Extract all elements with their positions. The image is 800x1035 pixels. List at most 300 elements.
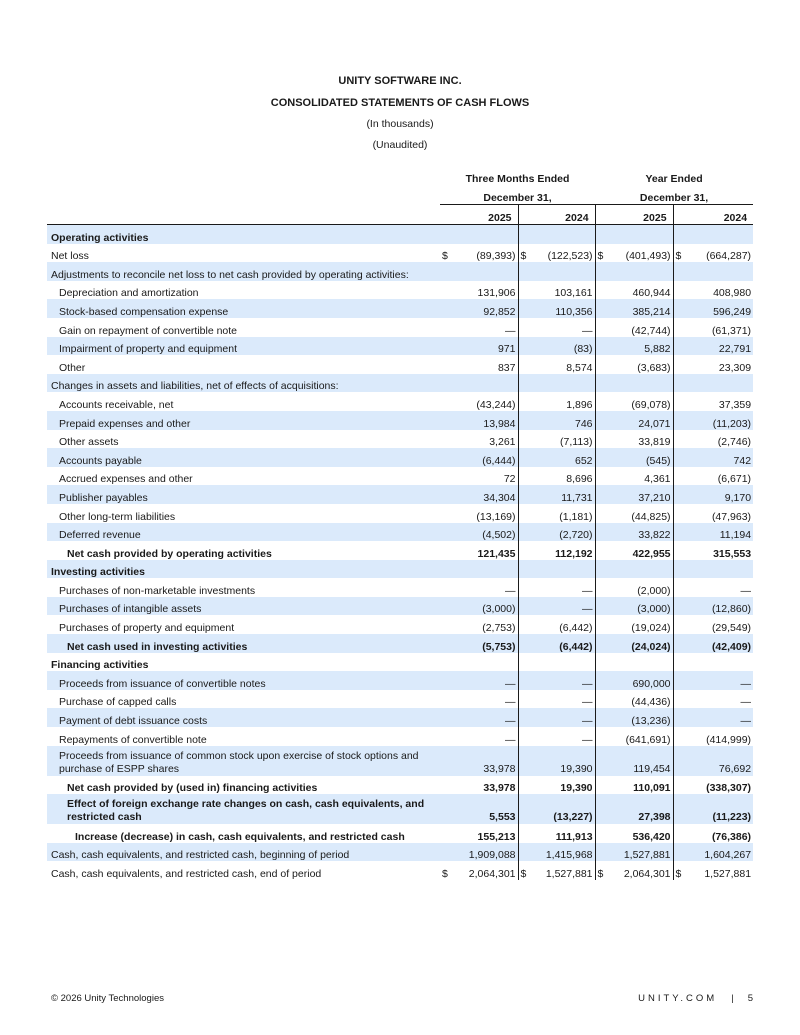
currency-symbol bbox=[595, 374, 605, 393]
currency-symbol bbox=[595, 578, 605, 597]
value-cell: 11,194 bbox=[683, 523, 753, 542]
currency-symbol bbox=[595, 634, 605, 653]
value-cell: (13,227) bbox=[528, 794, 595, 824]
row-label: Other long-term liabilities bbox=[59, 510, 176, 523]
value-cell: 408,980 bbox=[713, 287, 752, 300]
value-cell: 1,415,968 bbox=[528, 843, 595, 862]
value-cell bbox=[528, 560, 595, 579]
currency-symbol bbox=[673, 430, 683, 449]
value-cell: 119,454 bbox=[605, 746, 673, 776]
currency-symbol bbox=[595, 597, 605, 616]
currency-symbol bbox=[673, 374, 683, 393]
currency-symbol bbox=[440, 615, 450, 634]
value-cell: 1,896 bbox=[566, 398, 593, 411]
row-label: Other assets bbox=[59, 436, 119, 449]
table-row bbox=[47, 615, 753, 634]
row-label: Effect of foreign exchange rate changes on cash, cash equivalents, and restricted cash bbox=[47, 794, 440, 824]
value-cell: (6,671) bbox=[717, 473, 752, 486]
table-row bbox=[47, 504, 753, 523]
currency-symbol bbox=[518, 411, 528, 430]
value-cell: 155,213 bbox=[477, 830, 516, 843]
currency-symbol bbox=[595, 318, 605, 337]
value-cell: 110,356 bbox=[528, 299, 595, 318]
currency-symbol bbox=[440, 281, 450, 300]
row-label: Accrued expenses and other bbox=[59, 473, 193, 486]
row-label: Net cash provided by operating activities bbox=[67, 547, 272, 560]
value-cell: 5,553 bbox=[450, 794, 518, 824]
value-cell: 19,390 bbox=[560, 782, 593, 795]
currency-symbol bbox=[673, 746, 683, 776]
value-cell: (42,744) bbox=[631, 324, 671, 337]
currency-symbol bbox=[673, 843, 683, 862]
currency-symbol bbox=[518, 794, 528, 824]
table-row bbox=[47, 467, 753, 486]
table-row bbox=[47, 597, 753, 616]
currency-symbol bbox=[440, 392, 450, 411]
row-label: Gain on repayment of convertible note bbox=[59, 324, 238, 337]
value-cell bbox=[683, 560, 753, 579]
currency-symbol bbox=[518, 653, 528, 672]
row-label: Operating activities bbox=[47, 225, 440, 244]
table-row bbox=[47, 824, 753, 843]
table-row bbox=[47, 727, 753, 746]
value-cell: 76,692 bbox=[683, 746, 753, 776]
value-cell bbox=[450, 262, 518, 281]
currency-symbol: $ bbox=[442, 868, 448, 880]
value-cell: 1,909,088 bbox=[450, 843, 518, 862]
currency-symbol bbox=[673, 794, 683, 824]
value-cell: — bbox=[450, 708, 518, 727]
currency-symbol bbox=[518, 634, 528, 653]
value-cell bbox=[683, 374, 753, 393]
table-row bbox=[47, 430, 753, 449]
table-row bbox=[47, 337, 753, 356]
currency-symbol bbox=[673, 541, 683, 560]
row-label: Accounts receivable, net bbox=[59, 398, 174, 411]
table-row bbox=[47, 776, 753, 795]
currency-symbol bbox=[595, 541, 605, 560]
value-cell: 34,304 bbox=[450, 485, 518, 504]
currency-symbol bbox=[440, 504, 450, 523]
value-cell: 8,696 bbox=[566, 473, 593, 486]
table-row bbox=[47, 794, 753, 824]
currency-symbol bbox=[673, 504, 683, 523]
row-label: Other bbox=[59, 361, 86, 374]
value-cell: 27,398 bbox=[605, 794, 673, 824]
currency-symbol bbox=[518, 374, 528, 393]
value-cell: 971 bbox=[450, 337, 518, 356]
year-header: 2025 bbox=[595, 205, 673, 225]
value-cell: — bbox=[528, 708, 595, 727]
value-cell: 72 bbox=[503, 473, 516, 486]
row-label: Payment of debt issuance costs bbox=[47, 708, 440, 727]
footer-right bbox=[638, 993, 753, 1004]
currency-symbol bbox=[673, 411, 683, 430]
value-cell: (1,181) bbox=[559, 510, 593, 523]
currency-symbol bbox=[440, 746, 450, 776]
value-cell: (11,223) bbox=[683, 794, 753, 824]
currency-symbol bbox=[518, 578, 528, 597]
value-cell: 460,944 bbox=[632, 287, 671, 300]
table-row bbox=[47, 318, 753, 337]
value-cell: 1,604,267 bbox=[683, 843, 753, 862]
currency-symbol bbox=[595, 504, 605, 523]
currency-symbol bbox=[518, 448, 528, 467]
currency-symbol bbox=[673, 708, 683, 727]
value-cell: (7,113) bbox=[560, 436, 593, 449]
row-label: Impairment of property and equipment bbox=[47, 337, 440, 356]
value-cell: 92,852 bbox=[450, 299, 518, 318]
currency-symbol bbox=[595, 448, 605, 467]
currency-symbol bbox=[673, 355, 683, 374]
three-months-date-header: December 31, bbox=[440, 185, 595, 205]
value-cell: (2,753) bbox=[482, 622, 516, 635]
value-cell: — bbox=[582, 324, 593, 337]
currency-symbol bbox=[673, 467, 683, 486]
value-cell: (6,444) bbox=[450, 448, 518, 467]
currency-symbol bbox=[518, 746, 528, 776]
value-cell: (13,236) bbox=[605, 708, 673, 727]
currency-symbol bbox=[673, 485, 683, 504]
currency-symbol bbox=[595, 411, 605, 430]
currency-symbol bbox=[518, 671, 528, 690]
value-cell: 37,359 bbox=[718, 398, 752, 411]
currency-symbol bbox=[440, 578, 450, 597]
currency-symbol bbox=[440, 299, 450, 318]
currency-symbol bbox=[595, 653, 605, 672]
currency-symbol bbox=[595, 708, 605, 727]
value-cell: 23,309 bbox=[718, 361, 752, 374]
page-number: 5 bbox=[747, 993, 753, 1004]
currency-symbol bbox=[440, 225, 450, 244]
currency-symbol bbox=[518, 690, 528, 709]
value-cell: 19,390 bbox=[528, 746, 595, 776]
currency-symbol bbox=[673, 337, 683, 356]
currency-symbol bbox=[518, 337, 528, 356]
value-cell: (61,371) bbox=[711, 324, 752, 337]
currency-symbol bbox=[440, 690, 450, 709]
value-cell: 131,906 bbox=[477, 287, 516, 300]
table-row bbox=[47, 299, 753, 318]
value-cell: — bbox=[505, 584, 516, 597]
value-cell: (122,523) bbox=[547, 250, 593, 263]
currency-symbol bbox=[440, 485, 450, 504]
currency-symbol bbox=[673, 578, 683, 597]
currency-symbol bbox=[518, 776, 528, 795]
row-label: Purchase of capped calls bbox=[59, 696, 177, 709]
currency-symbol bbox=[518, 485, 528, 504]
value-cell: 2,064,301 bbox=[623, 868, 671, 880]
value-cell: — bbox=[505, 696, 516, 709]
currency-symbol: $ bbox=[595, 244, 605, 263]
currency-symbol bbox=[595, 794, 605, 824]
value-cell bbox=[528, 225, 595, 244]
value-cell bbox=[683, 262, 753, 281]
row-label: Purchases of intangible assets bbox=[47, 597, 440, 616]
value-cell: 121,435 bbox=[477, 547, 516, 560]
value-cell: — bbox=[450, 671, 518, 690]
currency-symbol: $ bbox=[442, 250, 448, 263]
currency-symbol bbox=[673, 560, 683, 579]
value-cell: 111,913 bbox=[555, 830, 593, 843]
currency-symbol bbox=[518, 708, 528, 727]
currency-symbol bbox=[595, 281, 605, 300]
currency-symbol bbox=[440, 411, 450, 430]
units-note: (In thousands) bbox=[366, 118, 434, 130]
value-cell: — bbox=[505, 324, 516, 337]
value-cell: (19,024) bbox=[631, 622, 671, 635]
value-cell bbox=[605, 225, 673, 244]
year-header: 2024 bbox=[673, 205, 753, 225]
cash-flow-table bbox=[47, 166, 753, 880]
currency-symbol bbox=[595, 337, 605, 356]
currency-symbol bbox=[440, 523, 450, 542]
value-cell bbox=[450, 653, 518, 672]
table-row bbox=[47, 843, 753, 862]
value-cell bbox=[683, 225, 753, 244]
currency-symbol bbox=[440, 653, 450, 672]
table-row bbox=[47, 392, 753, 411]
currency-symbol bbox=[518, 430, 528, 449]
currency-symbol bbox=[440, 794, 450, 824]
currency-symbol bbox=[440, 318, 450, 337]
value-cell: 13,984 bbox=[450, 411, 518, 430]
copyright-text: © 2026 Unity Technologies bbox=[51, 993, 164, 1004]
currency-symbol bbox=[673, 448, 683, 467]
table-row bbox=[47, 634, 753, 653]
value-cell: — bbox=[505, 733, 516, 746]
value-cell: (3,000) bbox=[450, 597, 518, 616]
currency-symbol: $ bbox=[518, 861, 528, 880]
value-cell: (83) bbox=[528, 337, 595, 356]
value-cell: (44,825) bbox=[631, 510, 671, 523]
currency-symbol bbox=[673, 727, 683, 746]
value-cell: 11,731 bbox=[528, 485, 595, 504]
value-cell: 5,882 bbox=[605, 337, 673, 356]
currency-symbol bbox=[673, 824, 683, 843]
currency-symbol bbox=[673, 615, 683, 634]
value-cell: 103,161 bbox=[554, 287, 593, 300]
currency-symbol bbox=[518, 355, 528, 374]
currency-symbol: $ bbox=[595, 861, 605, 880]
currency-symbol bbox=[595, 225, 605, 244]
value-cell: — bbox=[683, 708, 753, 727]
row-label: Cash, cash equivalents, and restricted cash, end of period bbox=[51, 868, 322, 880]
value-cell: (76,386) bbox=[711, 830, 752, 843]
row-label: Net cash provided by (used in) financing activities bbox=[67, 782, 318, 795]
website-link[interactable]: UNITY.COM bbox=[638, 993, 718, 1004]
row-label: Repayments of convertible note bbox=[59, 733, 207, 746]
currency-symbol bbox=[518, 392, 528, 411]
value-cell: (2,720) bbox=[528, 523, 595, 542]
value-cell: 33,978 bbox=[483, 782, 516, 795]
year-ended-header: Year Ended bbox=[645, 173, 703, 185]
value-cell: (89,393) bbox=[476, 250, 516, 263]
value-cell: (44,436) bbox=[631, 696, 671, 709]
currency-symbol bbox=[673, 523, 683, 542]
currency-symbol bbox=[518, 615, 528, 634]
value-cell bbox=[450, 374, 518, 393]
row-label: Increase (decrease) in cash, cash equivalents, and restricted cash bbox=[75, 830, 405, 843]
subheading-row bbox=[47, 374, 753, 393]
currency-symbol bbox=[595, 355, 605, 374]
currency-symbol bbox=[440, 467, 450, 486]
row-label: Changes in assets and liabilities, net of effects of acquisitions: bbox=[47, 374, 440, 393]
table-row bbox=[47, 541, 753, 560]
value-cell: (2,000) bbox=[637, 584, 671, 597]
row-label: Proceeds from issuance of convertible notes bbox=[47, 671, 440, 690]
table-row bbox=[47, 411, 753, 430]
company-name: UNITY SOFTWARE INC. bbox=[338, 75, 462, 87]
currency-symbol bbox=[518, 597, 528, 616]
value-cell bbox=[528, 262, 595, 281]
currency-symbol bbox=[673, 281, 683, 300]
currency-symbol bbox=[595, 467, 605, 486]
three-months-header: Three Months Ended bbox=[465, 173, 570, 185]
currency-symbol bbox=[595, 690, 605, 709]
currency-symbol bbox=[673, 262, 683, 281]
value-cell bbox=[605, 653, 673, 672]
currency-symbol bbox=[673, 318, 683, 337]
table-row bbox=[47, 578, 753, 597]
currency-symbol bbox=[518, 299, 528, 318]
currency-symbol: $ bbox=[518, 244, 528, 263]
value-cell bbox=[605, 374, 673, 393]
value-cell: 652 bbox=[528, 448, 595, 467]
value-cell: 746 bbox=[528, 411, 595, 430]
currency-symbol bbox=[518, 281, 528, 300]
row-label: Net cash used in investing activities bbox=[47, 634, 440, 653]
header-row-1 bbox=[47, 166, 753, 185]
currency-symbol bbox=[673, 653, 683, 672]
value-cell: (13,169) bbox=[476, 510, 516, 523]
table-row bbox=[47, 485, 753, 504]
value-cell: (47,963) bbox=[711, 510, 752, 523]
currency-symbol bbox=[673, 299, 683, 318]
currency-symbol bbox=[595, 843, 605, 862]
value-cell: 33,819 bbox=[638, 436, 671, 449]
value-cell: — bbox=[740, 584, 752, 597]
currency-symbol bbox=[595, 262, 605, 281]
section-header-row bbox=[47, 560, 753, 579]
value-cell: 4,361 bbox=[644, 473, 671, 486]
subheading-row bbox=[47, 262, 753, 281]
year-header: 2024 bbox=[518, 205, 595, 225]
currency-symbol bbox=[595, 523, 605, 542]
currency-symbol bbox=[518, 541, 528, 560]
value-cell: — bbox=[582, 696, 593, 709]
table-row bbox=[47, 671, 753, 690]
row-label: Accounts payable bbox=[47, 448, 440, 467]
currency-symbol bbox=[673, 671, 683, 690]
value-cell: — bbox=[582, 733, 593, 746]
value-cell bbox=[605, 560, 673, 579]
row-label: Depreciation and amortization bbox=[59, 287, 199, 300]
value-cell: (4,502) bbox=[450, 523, 518, 542]
value-cell: (43,244) bbox=[476, 398, 516, 411]
year-ended-date-header: December 31, bbox=[595, 185, 753, 205]
table-row bbox=[47, 281, 753, 300]
value-cell: 1,527,881 bbox=[704, 868, 752, 880]
table-row bbox=[47, 523, 753, 542]
currency-symbol bbox=[595, 776, 605, 795]
value-cell: (664,287) bbox=[706, 250, 752, 263]
currency-symbol bbox=[595, 560, 605, 579]
value-cell bbox=[605, 262, 673, 281]
currency-symbol bbox=[440, 541, 450, 560]
value-cell: 33,978 bbox=[450, 746, 518, 776]
row-label: Investing activities bbox=[47, 560, 440, 579]
value-cell: 24,071 bbox=[605, 411, 673, 430]
currency-symbol bbox=[673, 634, 683, 653]
currency-symbol bbox=[518, 824, 528, 843]
row-label: Financing activities bbox=[51, 659, 149, 672]
value-cell bbox=[528, 653, 595, 672]
report-title-block bbox=[0, 70, 800, 156]
year-header: 2025 bbox=[488, 212, 512, 224]
currency-symbol bbox=[440, 597, 450, 616]
row-label: Purchases of property and equipment bbox=[59, 622, 235, 635]
currency-symbol bbox=[440, 634, 450, 653]
currency-symbol: $ bbox=[673, 861, 683, 880]
value-cell: (401,493) bbox=[625, 250, 671, 263]
table-row bbox=[47, 708, 753, 727]
value-cell: — bbox=[683, 671, 753, 690]
value-cell: 742 bbox=[683, 448, 753, 467]
row-label: Deferred revenue bbox=[47, 523, 440, 542]
value-cell bbox=[450, 560, 518, 579]
value-cell: 837 bbox=[497, 361, 516, 374]
value-cell: 1,527,881 bbox=[605, 843, 673, 862]
value-cell: 110,091 bbox=[633, 782, 671, 795]
table-row bbox=[47, 244, 753, 263]
currency-symbol bbox=[440, 824, 450, 843]
row-label: Proceeds from issuance of common stock upon exercise of stock options and purchase of ESPP shares bbox=[47, 746, 440, 776]
currency-symbol bbox=[440, 448, 450, 467]
value-cell: 3,261 bbox=[489, 436, 516, 449]
currency-symbol bbox=[595, 430, 605, 449]
currency-symbol bbox=[595, 392, 605, 411]
currency-symbol bbox=[518, 504, 528, 523]
value-cell: (29,549) bbox=[711, 622, 752, 635]
value-cell: — bbox=[528, 671, 595, 690]
currency-symbol bbox=[440, 374, 450, 393]
value-cell: (338,307) bbox=[706, 782, 752, 795]
value-cell bbox=[683, 653, 753, 672]
statement-title: CONSOLIDATED STATEMENTS OF CASH FLOWS bbox=[270, 97, 530, 109]
value-cell: (5,753) bbox=[450, 634, 518, 653]
value-cell bbox=[528, 374, 595, 393]
currency-symbol bbox=[673, 392, 683, 411]
currency-symbol bbox=[595, 485, 605, 504]
row-label: Adjustments to reconcile net loss to net cash provided by operating activities: bbox=[47, 262, 440, 281]
row-label: Publisher payables bbox=[47, 485, 440, 504]
value-cell: (11,203) bbox=[683, 411, 753, 430]
value-cell: 315,553 bbox=[713, 547, 752, 560]
currency-symbol bbox=[595, 671, 605, 690]
currency-symbol bbox=[440, 337, 450, 356]
value-cell: 596,249 bbox=[683, 299, 753, 318]
currency-symbol bbox=[440, 355, 450, 374]
header-row-2 bbox=[47, 185, 753, 205]
value-cell: 422,955 bbox=[632, 547, 671, 560]
currency-symbol bbox=[518, 318, 528, 337]
row-label: Prepaid expenses and other bbox=[47, 411, 440, 430]
row-label: Net loss bbox=[51, 250, 89, 263]
currency-symbol bbox=[518, 560, 528, 579]
currency-symbol bbox=[595, 824, 605, 843]
value-cell: (6,442) bbox=[528, 634, 595, 653]
